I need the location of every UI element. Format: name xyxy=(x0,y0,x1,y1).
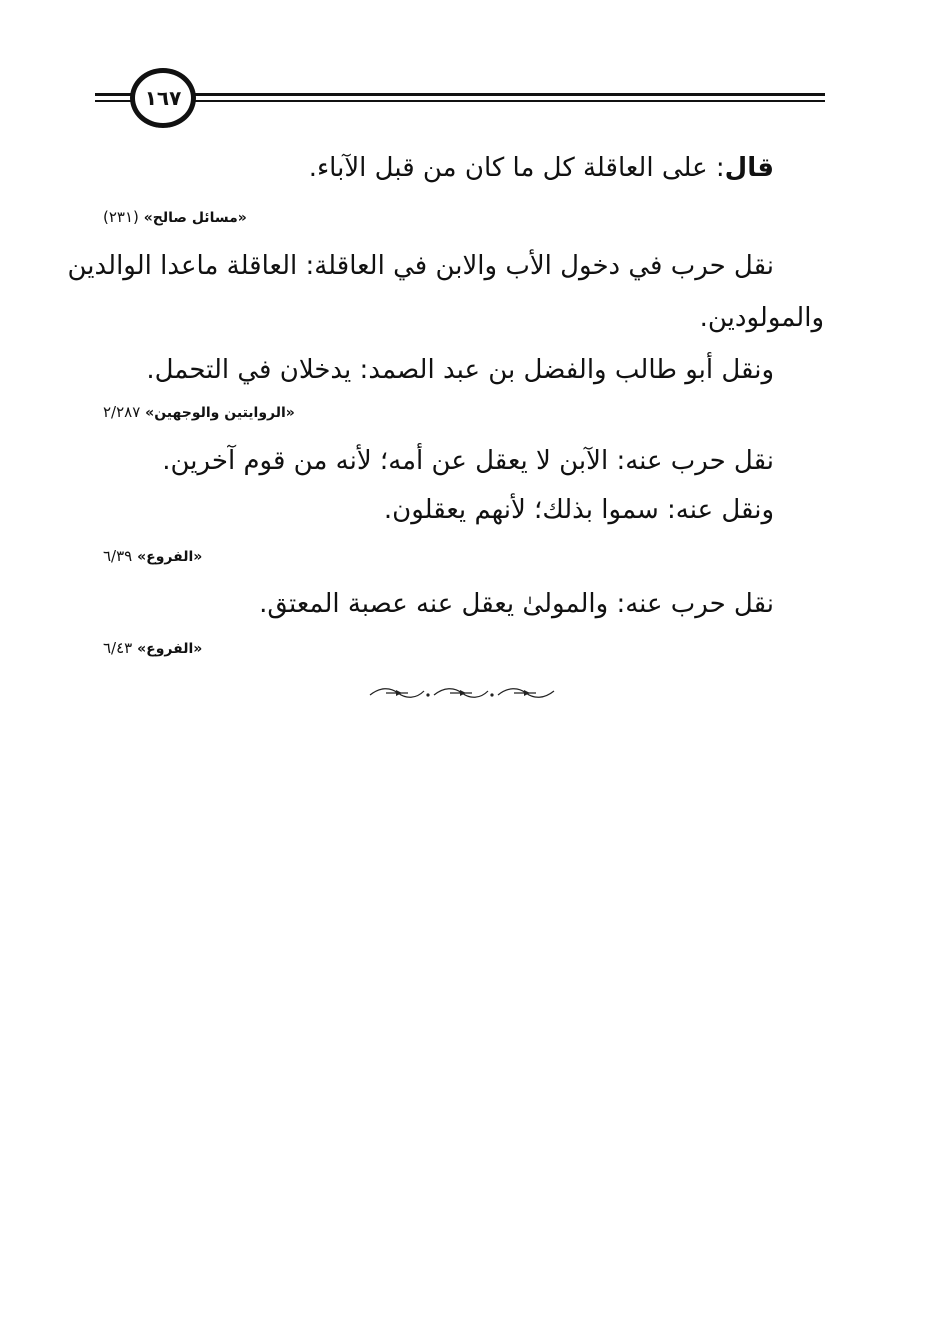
source-title: «الروايتين والوجهين» xyxy=(145,405,295,421)
source-citation-2 xyxy=(103,402,295,423)
header-rule-thick xyxy=(95,93,825,96)
source-title: «الفروع» xyxy=(137,549,203,565)
source-title: «مسائل صالح» xyxy=(143,210,247,226)
source-reference: (٢٣١) xyxy=(103,208,139,226)
text-line-1 xyxy=(309,150,774,186)
header-rule-thin xyxy=(95,100,825,102)
source-citation-4 xyxy=(103,638,202,659)
qala-label: قال xyxy=(724,153,774,183)
text-line-6: ونقل عنه: سموا بذلك؛ لأنهم يعقلون. xyxy=(383,495,774,525)
text-line-5: نقل حرب عنه: الآبن لا يعقل عن أمه؛ لأنه من قوم آخرين. xyxy=(162,446,774,476)
page-number-badge xyxy=(130,68,196,128)
source-title: «الفروع» xyxy=(137,641,203,657)
source-citation-3 xyxy=(103,546,202,567)
source-citation-1 xyxy=(103,207,247,228)
source-reference: ٦/٣٩ xyxy=(103,547,133,565)
section-divider-ornament xyxy=(368,683,558,703)
page-header xyxy=(95,60,825,140)
text-line-2: نقل حرب في دخول الأب والابن في العاقلة: العاقلة ماعدا الوالدين xyxy=(67,251,774,281)
page-number: ١٦٧ xyxy=(144,86,182,110)
text-line-1-body: : على العاقلة كل ما كان من قبل الآباء. xyxy=(308,153,725,183)
source-reference: ٦/٤٣ xyxy=(103,639,133,657)
text-line-4: ونقل أبو طالب والفضل بن عبد الصمد: يدخلان في التحمل. xyxy=(146,355,774,385)
text-line-7: نقل حرب عنه: والمولىٰ يعقل عنه عصبة المعتق. xyxy=(259,589,774,619)
text-line-3: والمولودين. xyxy=(699,303,824,333)
source-reference: ٢/٢٨٧ xyxy=(103,403,141,421)
